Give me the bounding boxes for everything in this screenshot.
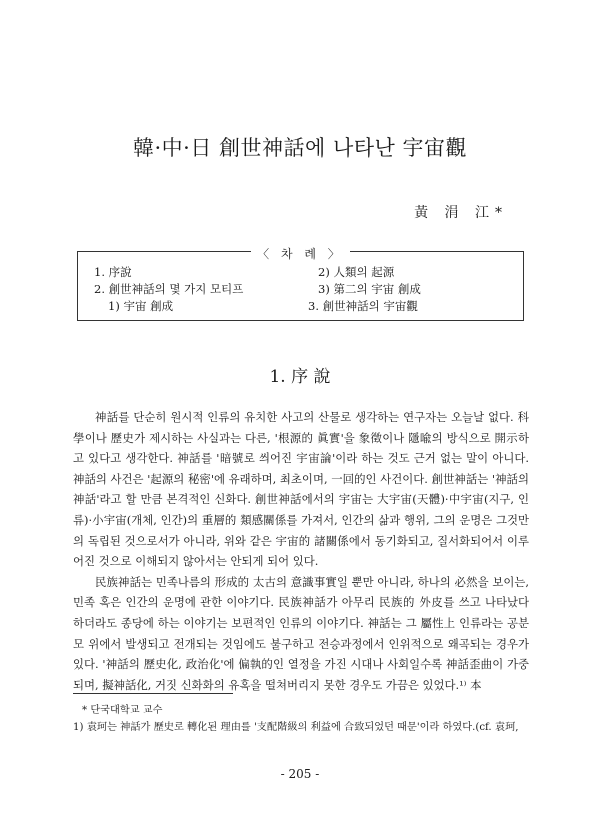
paper-title: 韓·中·日 創世神話에 나타난 宇宙觀 xyxy=(132,136,468,160)
toc-item: 2. 創世神話의 몇 가지 모티프 xyxy=(94,282,244,296)
body-text xyxy=(73,407,529,695)
footnote: * 단국대학교 교수 xyxy=(82,705,163,716)
section-title: 1. 序 說 xyxy=(269,367,331,387)
toc-item: 3. 創世神話의 宇宙觀 xyxy=(308,299,418,313)
toc-heading: 〈 차 례 〉 xyxy=(251,247,350,261)
toc-item: 2) 人類의 起源 xyxy=(318,265,395,279)
paragraph: 民族神話는 민족나름의 形成的 太古의 意識事實일 뿐만 아니라, 하나의 必然을 보이는, 민족 혹은 인간의 운명에 관한 이야기다. 民族神話가 아무리 民族的 外皮를 쓰고 나타났다 하더라도 종당에 하는 이야기는 보편적인 인류의 이야기다. 神話는 그 屬性上 인류라는 공분모 위에서 발생되고 전개되는 것임에도 불구하고 전승과정에서 인위적으로 왜곡되는 경우가 있다. '神話의 歷史化, 政治化'에 偏執的인 열정을 가진 시대나 사회일수록 神話歪曲이 가중되며, 擬神話化, 거짓 신화화의 유혹을 떨쳐버리지 못한 경우도 가끔은 있었다.¹⁾ 本 xyxy=(73,574,529,692)
page-number: - 205 - xyxy=(280,767,320,781)
paragraph: 神話를 단순히 원시적 인류의 유치한 사고의 산물로 생각하는 연구자는 오늘날 없다. 科學이나 歷史가 제시하는 사실과는 다른, '根源的 眞實'을 象徵이나 隱喩의 방식으로 開示하고 있다고 생각한다. 神話를 '暗號로 씌어진 宇宙論'이라 하는 것도 근거 없는 말이 아니다. 神話의 사건은 '起源의 秘密'에 유래하며, 최초이며, 一回的인 사건이다. 創世神話는 '神話의 神話'라고 할 만큼 본격적인 신화다. 創世神話에서의 宇宙는 大宇宙(天體)·中宇宙(지구, 인류)·小宇宙(개체, 인간)의 重層的 類感關係를 가져서, 인간의 삶과 행위, 그의 운명은 그것만의 독립된 것으로서가 아니라, 위와 같은 宇宙的 諸關係에서 동기화되고, 질서화되어서 이루어진 것으로 이해되지 않아서는 안되게 되어 있다. xyxy=(73,410,529,569)
footnote-divider xyxy=(73,693,233,694)
author-name: 黃 涓 江* xyxy=(414,205,508,221)
toc-item: 1) 宇宙 創成 xyxy=(108,299,174,313)
footnote: 1) 袁珂는 神話가 歷史로 轉化된 理由를 '支配階級의 利益에 合致되었던 때문'이라 하였다.(cf. 袁珂, xyxy=(73,722,519,733)
table-of-contents xyxy=(77,247,524,321)
toc-item: 3) 第二의 宇宙 創成 xyxy=(318,282,421,296)
toc-item: 1. 序說 xyxy=(94,265,132,279)
